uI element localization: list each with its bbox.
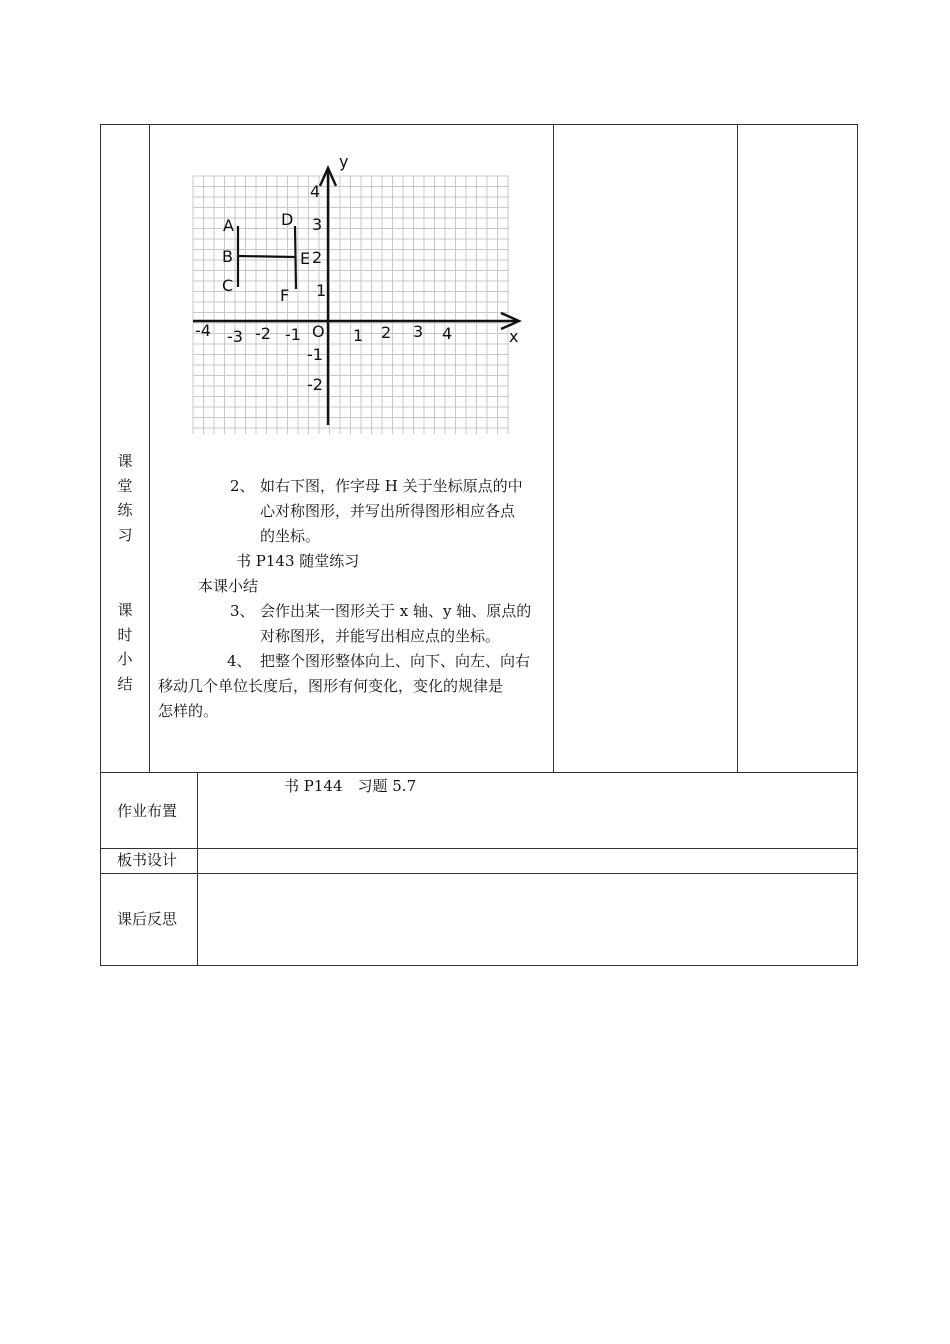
row-divider-reflection	[100, 873, 858, 874]
point-label-d: D	[281, 210, 294, 229]
col-divider-content	[553, 124, 554, 772]
item-4-line-1: 把整个图形整体向上、向下、向左、向右	[260, 652, 531, 670]
row-divider-board	[100, 848, 858, 849]
x-tick-3: 3	[413, 322, 424, 341]
x-tick--2: -2	[255, 324, 271, 343]
item-2-number: 2、	[230, 477, 255, 495]
point-label-b: B	[222, 247, 233, 266]
coordinate-graph	[185, 150, 525, 440]
book-practice-reference: 书 P143 随堂练习	[236, 552, 360, 570]
origin-label: O	[312, 322, 325, 341]
y-tick-3: 3	[312, 215, 323, 234]
y-tick-4: 4	[310, 182, 321, 201]
item-3-line-2: 对称图形，并能写出相应点的坐标。	[260, 627, 501, 645]
point-label-a: A	[223, 216, 234, 235]
item-3-line-1: 会作出某一图形关于 x 轴、y 轴、原点的	[260, 602, 532, 620]
summary-label: 课 时 小 结	[117, 601, 133, 693]
practice-label: 课 堂 练 习	[117, 452, 133, 544]
col-divider-lower	[197, 772, 198, 965]
board-design-label: 板书设计	[117, 851, 178, 869]
y-tick--2: -2	[307, 375, 323, 394]
col-divider-third	[737, 124, 738, 772]
row-divider-homework	[100, 772, 858, 773]
x-tick-1: 1	[353, 326, 364, 345]
axis-label-x: x	[509, 327, 519, 346]
summary-title: 本课小结	[198, 577, 259, 595]
x-tick--1: -1	[285, 325, 301, 344]
x-tick-4: 4	[442, 324, 453, 343]
col-divider-label	[149, 124, 150, 772]
segment-be	[238, 256, 295, 257]
x-tick--4: -4	[195, 321, 211, 340]
point-label-f: F	[280, 286, 290, 305]
segment-df	[295, 226, 296, 289]
grid	[193, 176, 509, 434]
table-border-bottom	[100, 965, 858, 966]
table-border-left	[100, 124, 101, 966]
axis-label-y: y	[339, 152, 349, 171]
point-label-c: C	[222, 276, 234, 295]
point-label-e: E	[300, 249, 311, 268]
homework-label: 作业布置	[117, 802, 178, 820]
homework-text: 书 P144 习题 5.7	[284, 777, 417, 795]
item-2-line-3: 的坐标。	[260, 527, 321, 545]
y-tick-2: 2	[312, 248, 323, 267]
item-3-number: 3、	[230, 602, 255, 620]
y-tick--1: -1	[307, 345, 323, 364]
y-tick-1: 1	[316, 281, 327, 300]
reflection-label: 课后反思	[117, 910, 178, 928]
item-2-line-1: 如右下图，作字母 H 关于坐标原点的中	[260, 477, 523, 495]
item-2-line-2: 心对称图形，并写出所得图形相应各点	[260, 502, 516, 520]
item-4-line-3: 怎样的。	[158, 702, 219, 720]
table-border-right	[857, 124, 858, 966]
item-4-line-2: 移动几个单位长度后，图形有何变化，变化的规律是	[158, 677, 504, 695]
table-border-top	[100, 124, 858, 125]
x-tick--3: -3	[227, 327, 243, 346]
item-4-number: 4、	[227, 652, 252, 670]
x-tick-2: 2	[381, 323, 392, 342]
